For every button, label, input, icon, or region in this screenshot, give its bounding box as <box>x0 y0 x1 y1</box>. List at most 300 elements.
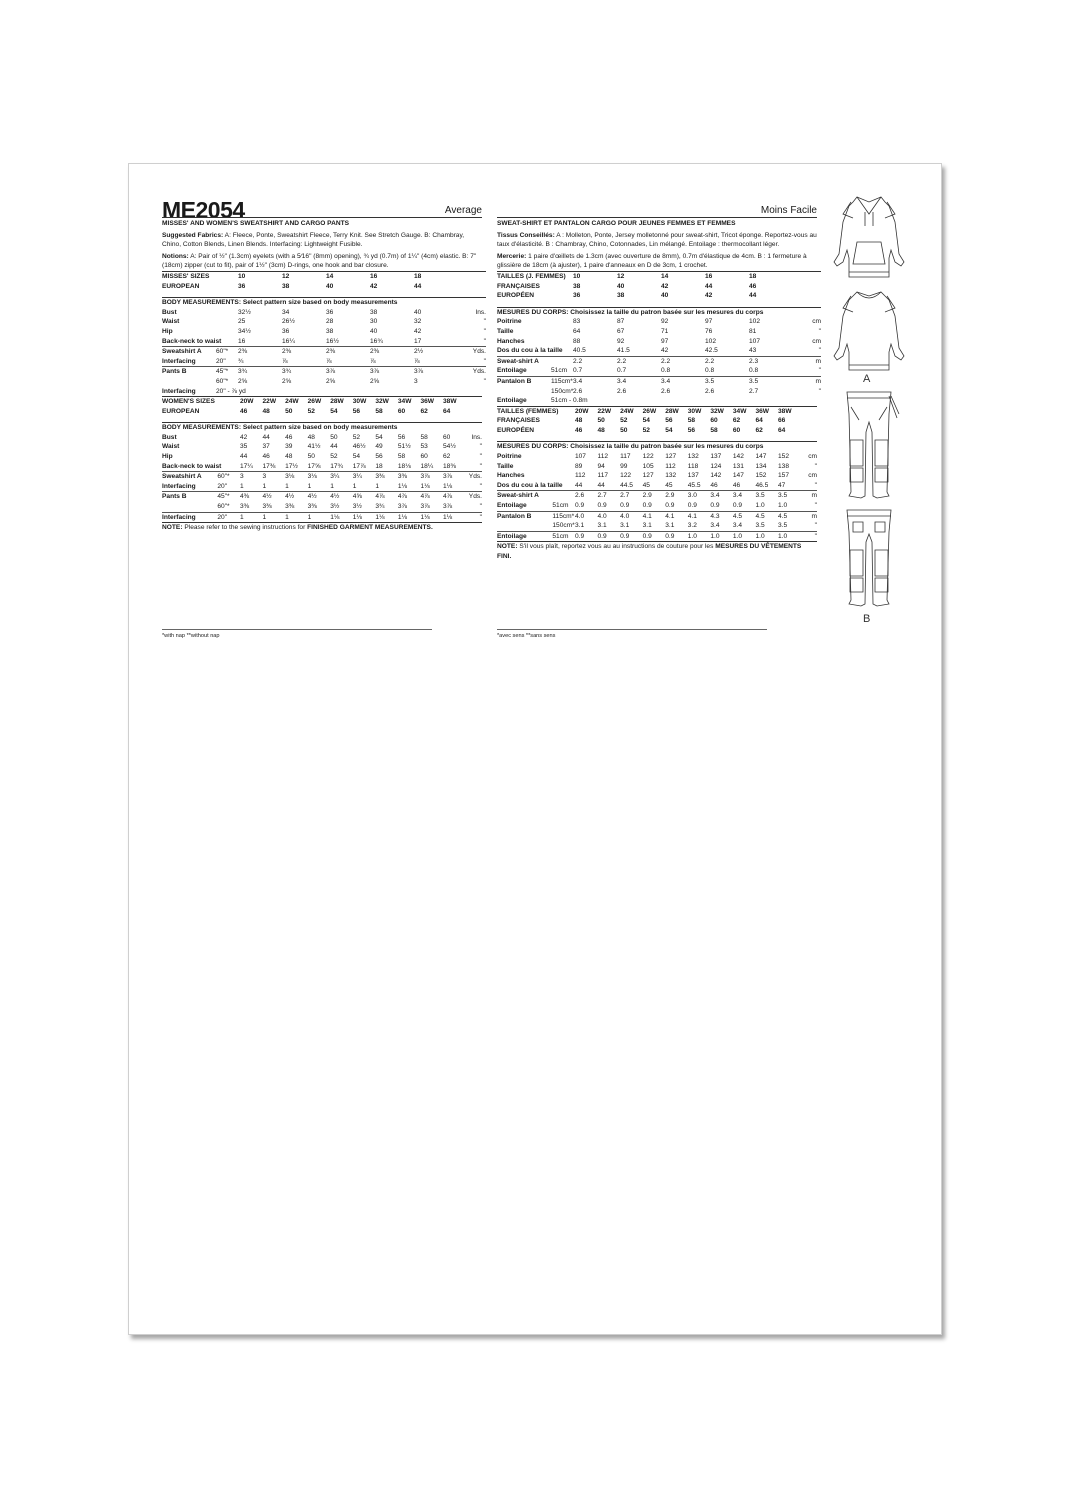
notions-label: Notions: <box>162 252 189 260</box>
cell-value: 60 <box>710 417 718 425</box>
cell-value: 42 <box>239 433 248 441</box>
pattern-title-fr: SWEAT-SHIRT ET PANTALON CARGO POUR JEUNES FEMMES ET FEMMES <box>497 220 736 227</box>
row-label: EUROPÉEN <box>497 426 535 434</box>
row-label: Interfacing <box>162 512 217 522</box>
cell-value: 3⅞ <box>443 472 466 482</box>
cell-value: 118 <box>687 462 699 470</box>
cell-value: 54½ <box>443 443 456 451</box>
cell-value: 99 <box>620 462 628 470</box>
row-sub-label <box>217 452 240 462</box>
table-row <box>497 366 821 376</box>
cell-value: 3.5 <box>778 522 788 530</box>
unit <box>801 416 817 426</box>
cell-value: 64 <box>778 426 786 434</box>
note-text-fr: S'il vous plaît, reportez vous au au instructions de couture pour les <box>517 543 716 551</box>
cell-value: 17⅝ <box>307 462 321 470</box>
cell-value: 152 <box>778 453 790 461</box>
notions-paragraph <box>162 252 482 271</box>
note-label: NOTE: <box>162 524 183 532</box>
cell-value: 4.5 <box>755 511 778 521</box>
cell-value: 58 <box>710 426 718 434</box>
section-heading: MESURES DU CORPS: Choisissez la taille du patron basée sur les mesures du corps <box>497 307 821 317</box>
row-sub-label <box>552 426 575 436</box>
unit: " <box>818 387 821 395</box>
unit <box>458 387 486 397</box>
table-row <box>497 337 821 347</box>
row-sub-label <box>551 282 573 292</box>
row-sub-label: 20" <box>217 512 240 522</box>
row-label: EUROPEAN <box>162 282 200 290</box>
cell-value: 112 <box>574 472 586 480</box>
table-row <box>162 327 486 337</box>
unit: " <box>814 522 817 530</box>
row-label: MISSES' SIZES <box>162 271 238 281</box>
row-label: TAILLES (FEMMES) <box>497 406 575 416</box>
cell-value: 4⅝ <box>353 492 376 502</box>
row-label: Bust <box>162 433 177 441</box>
cell-value: 60 <box>397 407 406 415</box>
table-row <box>497 426 817 436</box>
size-table <box>497 271 821 406</box>
table-row <box>162 347 486 357</box>
cell-value: ⅞ <box>282 357 288 365</box>
cell-value: 132 <box>665 472 677 480</box>
table-row <box>162 462 482 472</box>
cell-value: 1.0 <box>733 531 756 541</box>
cell-value: 3⅜ <box>398 472 421 482</box>
cell-value: 64 <box>573 327 581 335</box>
cell-value: 58 <box>397 453 406 461</box>
cell-value: 38W <box>778 406 801 416</box>
unit <box>466 397 482 407</box>
pattern-number: ME2054 <box>162 197 245 223</box>
cell-value: 2.3 <box>749 356 793 366</box>
cell-value: 22W <box>263 397 286 407</box>
cell-value: 1.0 <box>755 531 778 541</box>
cell-value: 46½ <box>352 443 366 451</box>
cell-value: 18⅛ <box>397 462 411 470</box>
cell-value: 24W <box>285 397 308 407</box>
cell-value: 1 <box>285 482 289 490</box>
cell-value: 40 <box>617 282 625 290</box>
unit: " <box>818 327 821 335</box>
row-label: Sweat-shirt A <box>497 491 575 501</box>
notions-paragraph-fr <box>497 252 817 271</box>
note-bold: FINISHED GARMENT MEASUREMENTS. <box>307 524 433 532</box>
cell-value: ⅞ <box>370 357 376 365</box>
cell-value: 4½ <box>263 492 286 502</box>
cell-value: 0.8 <box>705 367 715 375</box>
cell-value: 1⅛ <box>397 482 408 490</box>
cell-value: 3.5 <box>705 376 749 386</box>
table-row <box>162 377 486 387</box>
cell-value: 3¾ <box>375 503 385 511</box>
cell-value: 42.5 <box>705 347 718 355</box>
row-label: Dos du cou à la taille <box>497 347 563 355</box>
cell-value: 42 <box>705 292 713 300</box>
cell-value: 38 <box>326 327 334 335</box>
cell-value: 62 <box>732 417 741 425</box>
unit <box>458 271 486 281</box>
cell-value: 40 <box>414 308 422 316</box>
cell-value: 1 <box>240 512 263 522</box>
cell-value: 12 <box>617 271 661 281</box>
cell-value: 56 <box>375 453 383 461</box>
cell-value: 1.0 <box>755 502 765 510</box>
cell-value: 3 <box>240 472 263 482</box>
table-row <box>162 282 486 292</box>
row-label: Sweatshirt A <box>162 472 217 482</box>
cell-value: 56 <box>687 426 696 434</box>
row-label: Interfacing <box>162 482 196 490</box>
cell-value: 142 <box>710 472 722 480</box>
cell-value: 42 <box>661 282 669 290</box>
cell-value: 36 <box>326 308 334 316</box>
cell-value: 0.9 <box>597 502 607 510</box>
cell-value: 64 <box>443 407 451 415</box>
table-row <box>162 407 482 417</box>
cell-value: 0.9 <box>687 502 697 510</box>
cell-value: 36 <box>238 282 246 290</box>
unit <box>793 291 821 301</box>
cell-value: 38 <box>282 282 290 290</box>
cell-value: 26½ <box>282 318 295 326</box>
cell-value: 17⅞ <box>352 462 366 470</box>
cell-value: 1⅛ <box>443 512 466 522</box>
row-sub-label <box>552 462 575 472</box>
size-table <box>162 271 486 396</box>
cell-value: 46 <box>262 453 270 461</box>
cell-value: 2.2 <box>617 356 661 366</box>
unit: Yds. <box>458 347 486 357</box>
cell-value: 2⅜ <box>238 347 282 357</box>
cell-value: 3.1 <box>620 522 630 530</box>
cell-value: 14 <box>326 271 370 281</box>
pattern-envelope-back <box>128 163 942 1335</box>
cell-value: 14 <box>661 271 705 281</box>
cell-value: 4½ <box>308 492 331 502</box>
row-label: Entoilage <box>497 397 527 405</box>
cell-value: 152 <box>755 472 767 480</box>
unit: " <box>814 481 817 489</box>
row-label: Hanches <box>497 337 525 345</box>
cell-value: 124 <box>710 462 722 470</box>
cell-value: 3.4 <box>617 376 661 386</box>
cell-value: 107 <box>749 337 761 345</box>
row-sub-label: 45"* <box>217 492 240 502</box>
cell-value: 1 <box>308 512 331 522</box>
unit <box>793 282 821 292</box>
sweatshirt-a-back-drawing <box>834 292 904 370</box>
cell-value: 0.9 <box>710 502 720 510</box>
cell-value: 132 <box>687 453 699 461</box>
cell-value: 37 <box>262 443 270 451</box>
cell-value: 3.0 <box>688 491 711 501</box>
cell-value: 1.0 <box>688 531 711 541</box>
cell-value: 4.3 <box>710 511 733 521</box>
cell-value: 58 <box>375 407 383 415</box>
row-label: EUROPEAN <box>162 407 200 415</box>
cell-value: 50 <box>307 453 315 461</box>
fabrics-text: A: Fleece, Ponte, Sweatshirt Fleece, Terry Knit. See Stretch Gauge. B: Chambray, Chino, Cotton Blends, Linen Blends. Interfacing: Lightweight Fusible. <box>162 231 465 249</box>
row-label: Poitrine <box>497 453 522 461</box>
cell-value: 17 <box>414 337 422 345</box>
section-heading: BODY MEASUREMENTS: Select pattern size based on body measurements <box>162 298 486 308</box>
cell-value: 46.5 <box>755 481 769 489</box>
cell-value: 3.1 <box>574 522 585 530</box>
garment-illustrations <box>829 192 909 625</box>
cell-value: 44 <box>705 282 713 290</box>
table-row <box>162 397 482 407</box>
cell-value: 60 <box>420 453 428 461</box>
row-sub-label <box>216 327 238 337</box>
table-row <box>497 396 821 406</box>
cell-value <box>705 396 749 406</box>
row-sub-label <box>216 282 238 292</box>
table-row <box>497 327 821 337</box>
cell-value: 54 <box>642 417 650 425</box>
unit: Yds. <box>458 367 486 377</box>
table-row <box>497 416 817 426</box>
cell-value: 35 <box>239 443 248 451</box>
cell-value: 0.9 <box>598 531 621 541</box>
row-sub-label: 20" <box>216 357 226 365</box>
cell-value: 1 <box>239 482 244 490</box>
cell-value: 2.7 <box>620 491 643 501</box>
cell-value: 3.4 <box>710 522 720 530</box>
cell-value: ⅞ <box>326 357 332 365</box>
row-label: Waist <box>162 318 180 326</box>
cell-value: 52 <box>352 433 361 441</box>
table-row <box>497 291 821 301</box>
cell-value: 48 <box>597 426 605 434</box>
cell-value: 112 <box>665 462 676 470</box>
cell-value: 38 <box>573 282 581 290</box>
table-row <box>497 491 817 501</box>
fabrics-label-fr: Tissus Conseillés: <box>497 231 555 239</box>
cell-value: 32 <box>414 318 422 326</box>
cell-value: 26W <box>643 406 666 416</box>
cell-value: 48 <box>262 407 270 415</box>
cell-value: 48 <box>574 417 583 425</box>
cell-value: 43 <box>749 347 757 355</box>
row-sub-label: 20" - ⅞ yd <box>216 387 246 395</box>
row-sub-label <box>551 291 573 301</box>
cell-value: 16 <box>370 271 414 281</box>
cell-value: 3½ <box>330 503 340 511</box>
view-b-label: B <box>863 613 871 625</box>
cell-value: 71 <box>661 327 669 335</box>
cell-value: 3⅜ <box>239 503 250 511</box>
cell-value: 97 <box>705 318 713 326</box>
cell-value: 4⅞ <box>398 492 421 502</box>
row-sub-label: 51cm <box>551 367 568 375</box>
cell-value: 17⅜ <box>262 462 276 470</box>
cell-value: 38W <box>443 397 466 407</box>
table-row <box>497 511 817 521</box>
cell-value: 34½ <box>238 327 251 335</box>
note-fr <box>497 542 817 561</box>
cell-value: 1⅛ <box>420 512 443 522</box>
cell-value: 1 <box>263 512 286 522</box>
size-table <box>162 396 482 522</box>
unit <box>458 282 486 292</box>
table-row <box>497 356 821 366</box>
row-label: Pantalon B <box>497 511 552 521</box>
cell-value: 36 <box>282 327 290 335</box>
cell-value: 4½ <box>330 492 353 502</box>
cell-value <box>749 396 793 406</box>
unit: " <box>479 482 482 490</box>
cargo-pants-b-front-drawing <box>847 392 899 498</box>
cell-value: 44 <box>414 282 422 290</box>
unit <box>466 407 482 417</box>
cell-value: 62 <box>443 453 451 461</box>
cell-value: 1⅛ <box>443 482 453 490</box>
cell-value: 1.0 <box>778 502 788 510</box>
table-row <box>162 271 486 281</box>
unit: " <box>483 357 486 365</box>
row-label: TAILLES (J. FEMMES) <box>497 271 573 281</box>
cell-value: 97 <box>661 337 669 345</box>
cell-value: 3¾ <box>282 367 326 377</box>
cell-value: 4⅞ <box>375 492 398 502</box>
row-sub-label: 51cm <box>552 502 569 510</box>
cell-value: 30W <box>688 406 711 416</box>
cell-value: 0.9 <box>620 531 643 541</box>
cell-value: 3⅞ <box>420 472 443 482</box>
cell-value: 49 <box>375 443 383 451</box>
cell-value: 28 <box>326 318 334 326</box>
cell-value: 94 <box>597 462 605 470</box>
cell-value: 67 <box>617 327 625 335</box>
cell-value: 39 <box>285 443 293 451</box>
unit: Ins. <box>471 433 482 441</box>
cargo-pants-b-back-drawing <box>847 510 891 606</box>
cell-value: 46 <box>710 481 718 489</box>
cell-value: 18¼ <box>420 462 434 470</box>
unit: cm <box>812 318 821 326</box>
cell-value: 40 <box>661 292 669 300</box>
cell-value: 62 <box>755 426 763 434</box>
cell-value: ¾ <box>238 357 244 365</box>
cell-value: 3.4 <box>573 376 617 386</box>
cell-value: 20W <box>575 406 598 416</box>
cell-value: 54 <box>330 407 338 415</box>
row-sub-label: 51cm - 0.8m <box>551 397 588 405</box>
cell-value: 1⅛ <box>398 512 421 522</box>
cell-value: 3¼ <box>330 472 353 482</box>
cell-value: 2⅝ <box>282 377 292 385</box>
note <box>162 523 482 533</box>
table-row <box>497 501 817 511</box>
unit: " <box>479 503 482 511</box>
table-row <box>162 387 486 397</box>
cell-value: 0.9 <box>732 502 743 510</box>
table-row <box>162 512 482 522</box>
cell-value <box>661 396 705 406</box>
unit: " <box>814 462 817 470</box>
cell-value: 137 <box>687 472 699 480</box>
cell-value: 32W <box>375 397 398 407</box>
row-label: Back-neck to waist <box>162 337 222 345</box>
cell-value: 44 <box>239 453 248 461</box>
cell-value: 0.9 <box>620 502 630 510</box>
row-sub-label: 51cm <box>552 531 575 541</box>
sweatshirt-a-front-drawing <box>834 197 904 277</box>
row-label: Sweatshirt A <box>162 347 216 357</box>
table-row <box>497 387 821 397</box>
table-row <box>497 406 817 416</box>
cell-value: 64 <box>755 417 763 425</box>
cell-value: 45 <box>665 481 673 489</box>
cell-value: 10 <box>238 271 282 281</box>
cell-value: 50 <box>620 426 628 434</box>
cell-value: 1.0 <box>778 531 801 541</box>
cell-value: 66 <box>778 417 786 425</box>
cell-value: 0.9 <box>574 502 585 510</box>
unit: " <box>814 502 817 510</box>
cell-value: 88 <box>573 337 581 345</box>
cell-value: 3⅞ <box>443 503 453 511</box>
row-label: Entoilage <box>497 367 527 375</box>
unit: cm <box>808 453 817 461</box>
cell-value: 4.0 <box>598 511 621 521</box>
unit: m <box>793 356 821 366</box>
unit: " <box>801 531 817 541</box>
cell-value: 40 <box>370 327 378 335</box>
cell-value: 16 <box>238 337 246 345</box>
size-table <box>497 406 817 542</box>
cell-value: 112 <box>597 453 609 461</box>
cell-value: 2.9 <box>665 491 688 501</box>
row-sub-label <box>551 337 573 347</box>
section-heading: MESURES DU CORPS: Choisissez la taille du patron basée sur les mesures du corps <box>497 442 817 452</box>
cell-value: 41.5 <box>617 347 630 355</box>
section-heading-row <box>497 307 821 317</box>
cell-value: 18⅜ <box>443 462 456 470</box>
french-size-tables <box>497 271 821 541</box>
cell-value: 0.9 <box>642 502 652 510</box>
row-sub-label: 60"* <box>216 347 238 357</box>
cell-value: 1⅛ <box>330 512 353 522</box>
unit: cm <box>808 472 817 480</box>
cell-value: 2.2 <box>573 356 617 366</box>
cell-value: 0.7 <box>617 367 627 375</box>
pattern-title: MISSES' AND WOMEN'S SWEATSHIRT AND CARGO PANTS <box>162 220 350 227</box>
cell-value: 3.4 <box>733 491 756 501</box>
note-text: Please refer to the sewing instructions for <box>182 524 308 532</box>
cell-value: 2⅝ <box>238 377 248 385</box>
cell-value: 16¾ <box>370 337 383 345</box>
cell-value: 52 <box>330 453 338 461</box>
cell-value: 52 <box>620 417 628 425</box>
row-sub-label <box>551 327 573 337</box>
section-heading-row <box>497 442 817 452</box>
cell-value: 1.0 <box>710 531 733 541</box>
cell-value: 2⅜ <box>370 347 414 357</box>
technical-drawings <box>829 192 909 625</box>
row-label: Poitrine <box>497 318 522 326</box>
table-row <box>162 317 486 327</box>
cell-value: 0.9 <box>665 531 688 541</box>
cell-value: 2.6 <box>573 387 583 395</box>
table-row <box>497 376 821 386</box>
cell-value: 60 <box>443 433 451 441</box>
table-row <box>497 282 821 292</box>
unit <box>793 396 821 406</box>
cell-value: 38 <box>617 292 625 300</box>
